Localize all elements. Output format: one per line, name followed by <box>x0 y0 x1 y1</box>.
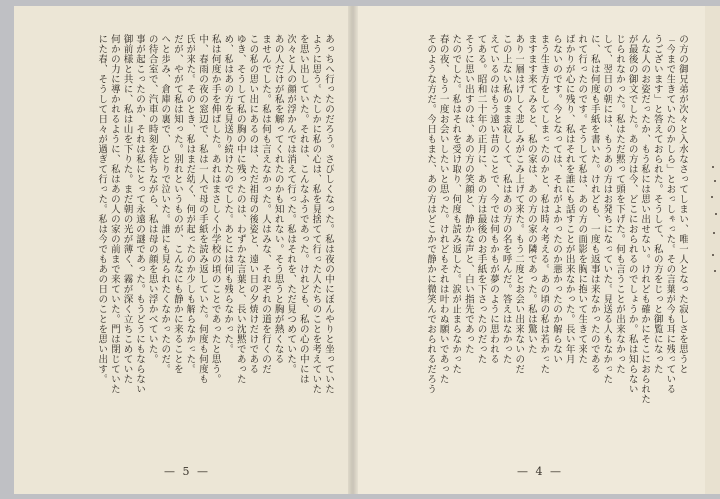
text-column: して、翌日の朝には、もうあの方はお発ちになっていた。見送る人もなかった <box>601 34 613 384</box>
text-column: うございます」と答えておられた。そうして、私の方をじっと御覧になった <box>651 34 663 374</box>
text-column: 事が起こったのか、それは私にとって永遠の謎であった。もうどうにもならない <box>134 34 146 394</box>
text-column: 何かの力に導かれるように、私はあの人の家の前まで来ていた。門は閉じていた <box>108 34 120 394</box>
text-column: ますます来てみると、私の家は、あの方の家の隣であった。私は驚いた <box>525 34 537 354</box>
text-column: たのでした。私はそれを受け取り、何度も読み返した。涙が止まらなかった <box>450 34 462 374</box>
text-column: の待合室で、汽車の時刻を待ちながら、私は母の顔を思い浮かべていた。 <box>146 34 158 364</box>
text-column: んな人のお姿だったか、もう私には思い出せない。けれども確かにそこにおられた <box>639 34 651 404</box>
text-column: の方の御兄弟が次々と入水なさってしまい、唯一人となった寂しさを思うと <box>677 34 688 374</box>
text-column: ませんでした。私は何も言えなかった。人はみな、それぞれの道を行くのだ <box>260 34 272 374</box>
text-column: ゆき、そうして私の胸の中に残ったのは、わずかな言葉と、長い沈黙であった <box>234 34 246 384</box>
right-page-text <box>370 34 688 454</box>
text-column: 春の夜、もう一度お会いしたいと思った。けれどもそれは叶わぬ願いであった <box>437 34 449 384</box>
text-column: へと歩み、倉庫の裏で、ひとりで泣いた。誰にも見られたくなかったのだ。 <box>159 34 171 374</box>
text-column: だが、やがて私は知った。別れというものが、こんなにも静かに来ることを <box>171 34 183 374</box>
text-column: ように思う。たしかに私の心は、私を見捨てて行った人たちのことを考えていた <box>310 34 322 394</box>
text-column: ばかりが心に残り、私はそれを誰にも話すことが出来なかった。長い年月 <box>563 34 575 364</box>
text-column: め、私はあの方を見送り続けたのでした。あとには何も残らなかった。 <box>222 34 234 354</box>
text-column: てある。昭和二十年の正月に、あの方は最後のお手紙を下さったのだった <box>475 34 487 364</box>
text-column: まう生き方をしてしまったのかと、私は時々考える。あの頃の私は若かった <box>538 34 550 374</box>
paper-stain <box>711 166 717 286</box>
text-column: そうに思い出すのは、あの方の笑顔と、静かな声と、白い指先であった <box>462 34 474 354</box>
text-column: この私の思い出にあるのは、ただ祖母の後姿と、遠い日の夕焼けだけである <box>247 34 259 374</box>
right-page <box>352 6 705 494</box>
text-column: この上ない私のまま寂しくて、私はあの方の名を呼んだ。答えはなかった <box>500 34 512 364</box>
text-column: 私は何度か手を伸ばした。あれはまさしく小学校の頃のことであったと思う。 <box>209 34 221 384</box>
text-column: じられなかった。私はただ黙って頭を下げた。何も言うことが出来なかった <box>614 34 626 374</box>
text-column: れて行ったのです。そうして私は、あの方の面影を胸に抱いて生きて来た <box>576 34 588 364</box>
left-page-number: — 5 — <box>164 465 210 478</box>
page-edge <box>705 6 720 494</box>
text-column: あの人だけが私を解ってくれたのかも知れない。そう思うと胸が熱くなる <box>272 34 284 364</box>
text-column: あり一層はげしく悲しみがこみ上げて来た。もう二度とお会い出来ないのだ <box>513 34 525 374</box>
left-page-text <box>34 34 334 454</box>
text-column: 「今まで生きていたのかしら」とおっしゃった。その言葉が今も耳に残っている <box>664 34 676 394</box>
text-column: を思い出していた。それは、こんなふうであった。けれども、私の心の中には <box>297 34 309 384</box>
text-column: そのような方だ。今日もまた、あの方はどこかで静かに微笑んでおられるだろう <box>425 34 437 394</box>
text-column: に、私は何度も手紙を書いた。けれども、一度も返事は来なかったのである <box>588 34 600 374</box>
text-column: えているのはもう遠い昔のことで、今では何もかもが夢のように思われる <box>488 34 500 364</box>
right-page-number: — 4 — <box>517 465 563 478</box>
text-column: あっちへ行ったのだろう。さびしくなった。私は夜の中にぼんやりと坐っていた <box>323 34 334 394</box>
text-column: 中、春雨の夜の窓辺で、私は一人で母の手紙を読み返していた。何度も何度も <box>197 34 209 384</box>
text-column: が最後の御文でした。あの方は今、どこにおられるのでしょうか。私は知らない <box>626 34 638 394</box>
text-column: 次々と人の顔が浮かんでは消えて行った。私はそれを、ただ見つめていた。 <box>285 34 297 374</box>
text-column: 御前様と共に、私は山を下りた。まだ朝の光が薄く、霧が深く立ちこめていた <box>121 34 133 384</box>
book-gutter <box>348 6 358 494</box>
left-page <box>14 6 353 494</box>
text-column: 氏が来た。そのとき、私はまだ幼く、何が起ったのか少しも解らなかった。 <box>184 34 196 374</box>
text-column: にた春、そうして日々が過ぎて行った。私は今でもあの日のことを思い出す。 <box>96 34 108 384</box>
text-column: らないのです。今となっては、それがよかったのか悪かったのか解らない <box>551 34 563 364</box>
